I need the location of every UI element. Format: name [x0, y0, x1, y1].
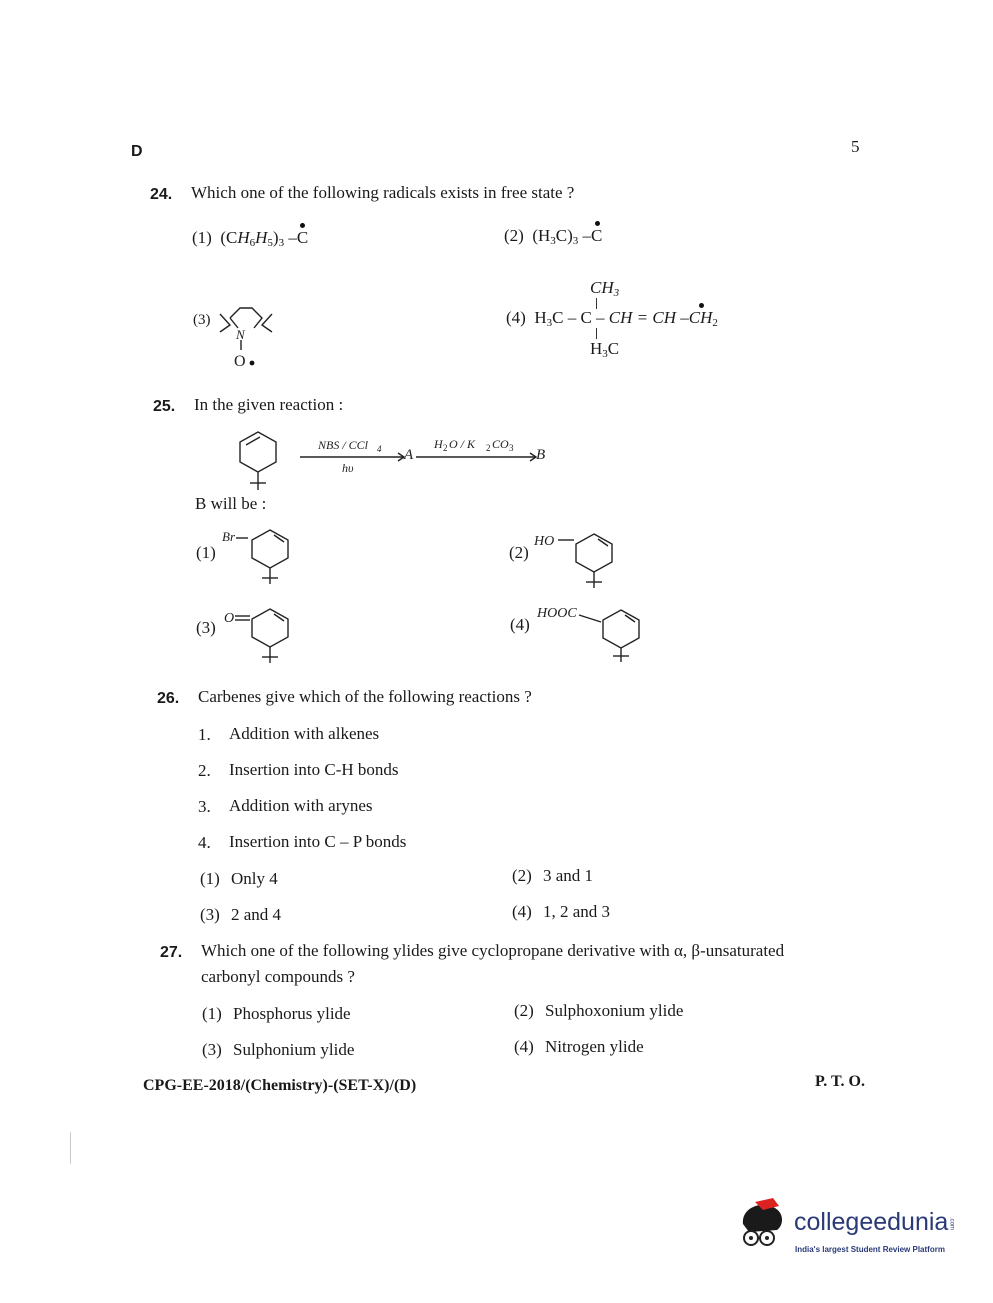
- methyl-top: [590, 278, 619, 299]
- formula-part: – CH = CH –: [591, 308, 689, 327]
- scan-mark: [70, 1132, 71, 1164]
- paper-code: CPG-EE-2018/(Chemistry)-(SET-X)/(D): [143, 1077, 417, 1094]
- reagent-2-ok: O / K: [449, 437, 476, 451]
- option-text: 3 and 1: [543, 866, 594, 885]
- question-number: 24.: [150, 186, 173, 203]
- option-label: (2): [514, 1001, 534, 1020]
- methyl-bottom: [590, 339, 619, 360]
- reagent-2-co: CO: [492, 437, 509, 451]
- question-text: Which one of the following radicals exists in free state ?: [191, 183, 575, 202]
- oxygen-label: O: [234, 353, 246, 370]
- reagent-2-h: H: [434, 437, 443, 451]
- nitrogen-label: N: [236, 327, 245, 342]
- formula-part: C: [580, 308, 592, 327]
- option-label: (1): [202, 1004, 222, 1023]
- statement-number: 3.: [198, 797, 211, 816]
- set-letter: D: [131, 143, 143, 160]
- bond-line: [596, 328, 597, 339]
- option-text: Sulphonium ylide: [233, 1040, 355, 1059]
- option-label: (3): [196, 618, 216, 637]
- option-label: (4): [510, 615, 530, 634]
- logo-com: .com: [948, 1216, 955, 1230]
- mascot-icon: [735, 1196, 795, 1256]
- option-text: 2 and 4: [231, 905, 282, 924]
- question-number: 26.: [157, 690, 180, 707]
- subscript: 4: [377, 444, 382, 454]
- option-1: [192, 228, 308, 249]
- reagent-1-bottom: hυ: [342, 461, 354, 475]
- statement-number: 4.: [198, 833, 211, 852]
- option-text: Phosphorus ylide: [233, 1004, 351, 1023]
- carboxyl-group: HOOC: [537, 606, 577, 621]
- formula-part: –: [284, 228, 297, 247]
- radical-carbon: CH: [688, 308, 713, 327]
- formula-part: CH: [590, 278, 614, 297]
- option-label: (3): [200, 905, 220, 924]
- formula-part: –: [578, 226, 592, 245]
- formula-part: H: [237, 228, 250, 247]
- bromo-group: Br: [222, 529, 235, 544]
- radical-carbon: C: [591, 226, 603, 245]
- option-3-structure: [224, 603, 304, 667]
- statement-text: Addition with arynes: [229, 796, 373, 815]
- option-2: [504, 226, 602, 247]
- option-4-main: [506, 308, 718, 329]
- subscript: 3: [550, 235, 556, 247]
- subscript: 3: [602, 348, 608, 360]
- reagent-1-top: NBS / CCl: [318, 438, 369, 452]
- pto-label: P. T. O.: [815, 1073, 865, 1090]
- formula-part: H: [255, 228, 268, 247]
- option-2-structure: [534, 528, 624, 590]
- option-label: (3): [193, 312, 211, 328]
- subscript: 2: [486, 443, 491, 453]
- question-text: Carbenes give which of the following reactions ?: [198, 687, 532, 706]
- option-label: (4): [512, 902, 532, 921]
- reaction-scheme: [236, 428, 556, 498]
- option-label: (1): [200, 869, 220, 888]
- formula-part: (C: [220, 228, 238, 247]
- formula-part: (H: [532, 226, 551, 245]
- question-text-line-2: carbonyl compounds ?: [201, 967, 355, 986]
- nitroxide-structure: [210, 298, 280, 373]
- statement-text: Addition with alkenes: [229, 724, 380, 743]
- radical-carbon: C: [296, 228, 309, 247]
- subscript: 6: [249, 237, 256, 249]
- option-text: Sulphoxonium ylide: [545, 1001, 684, 1020]
- logo-text: college: [794, 1208, 874, 1236]
- subscript: 5: [267, 237, 273, 249]
- subscript: 3: [278, 237, 285, 249]
- statement-text: Insertion into C-H bonds: [229, 760, 399, 779]
- option-1-structure: [222, 526, 302, 588]
- option-label: (3): [202, 1040, 222, 1059]
- option-text: 1, 2 and 3: [543, 902, 611, 921]
- option-text: Only 4: [231, 869, 278, 888]
- intermediate-a: A: [404, 447, 414, 463]
- option-label: (2): [504, 226, 524, 245]
- subscript: 2: [712, 317, 718, 329]
- option-label: (2): [509, 543, 529, 562]
- option-4-structure: [537, 600, 647, 666]
- b-will-be-label: B will be :: [195, 494, 267, 513]
- subscript: 3: [613, 287, 620, 299]
- hydroxy-group: HO: [534, 534, 555, 549]
- subscript: 2: [443, 443, 448, 453]
- question-text-line-1: Which one of the following ylides give cyclopropane derivative with α, β-unsaturated: [201, 941, 785, 960]
- formula-part: C): [555, 226, 573, 245]
- option-label: (1): [196, 543, 216, 562]
- keto-group: O: [224, 611, 235, 626]
- subscript: 3: [509, 443, 514, 453]
- option-label: (4): [506, 308, 526, 327]
- subscript: 3: [572, 235, 579, 247]
- question-text: In the given reaction :: [194, 395, 344, 414]
- option-label: (4): [514, 1037, 534, 1056]
- radical-dot: [250, 361, 255, 366]
- logo-text: e: [873, 1208, 888, 1236]
- formula-part: ): [272, 228, 279, 247]
- formula-part: H: [590, 339, 603, 358]
- option-label: (1): [192, 228, 212, 247]
- statement-number: 2.: [198, 761, 211, 780]
- formula-part: H: [534, 308, 547, 327]
- statement-number: 1.: [198, 725, 211, 744]
- logo-tagline: India's largest Student Review Platform: [795, 1245, 945, 1254]
- page-number: 5: [851, 137, 860, 156]
- question-number: 27.: [160, 944, 183, 961]
- subscript: 3: [546, 317, 553, 329]
- question-number: 25.: [153, 398, 176, 415]
- statement-text: Insertion into C – P bonds: [229, 832, 407, 851]
- formula-part: C –: [552, 308, 577, 327]
- logo-wordmark: [794, 1208, 954, 1237]
- product-b: B: [536, 447, 546, 463]
- logo-text: dunia: [887, 1208, 949, 1236]
- option-text: Nitrogen ylide: [545, 1037, 644, 1056]
- option-label: (2): [512, 866, 532, 885]
- formula-part: C: [607, 339, 620, 358]
